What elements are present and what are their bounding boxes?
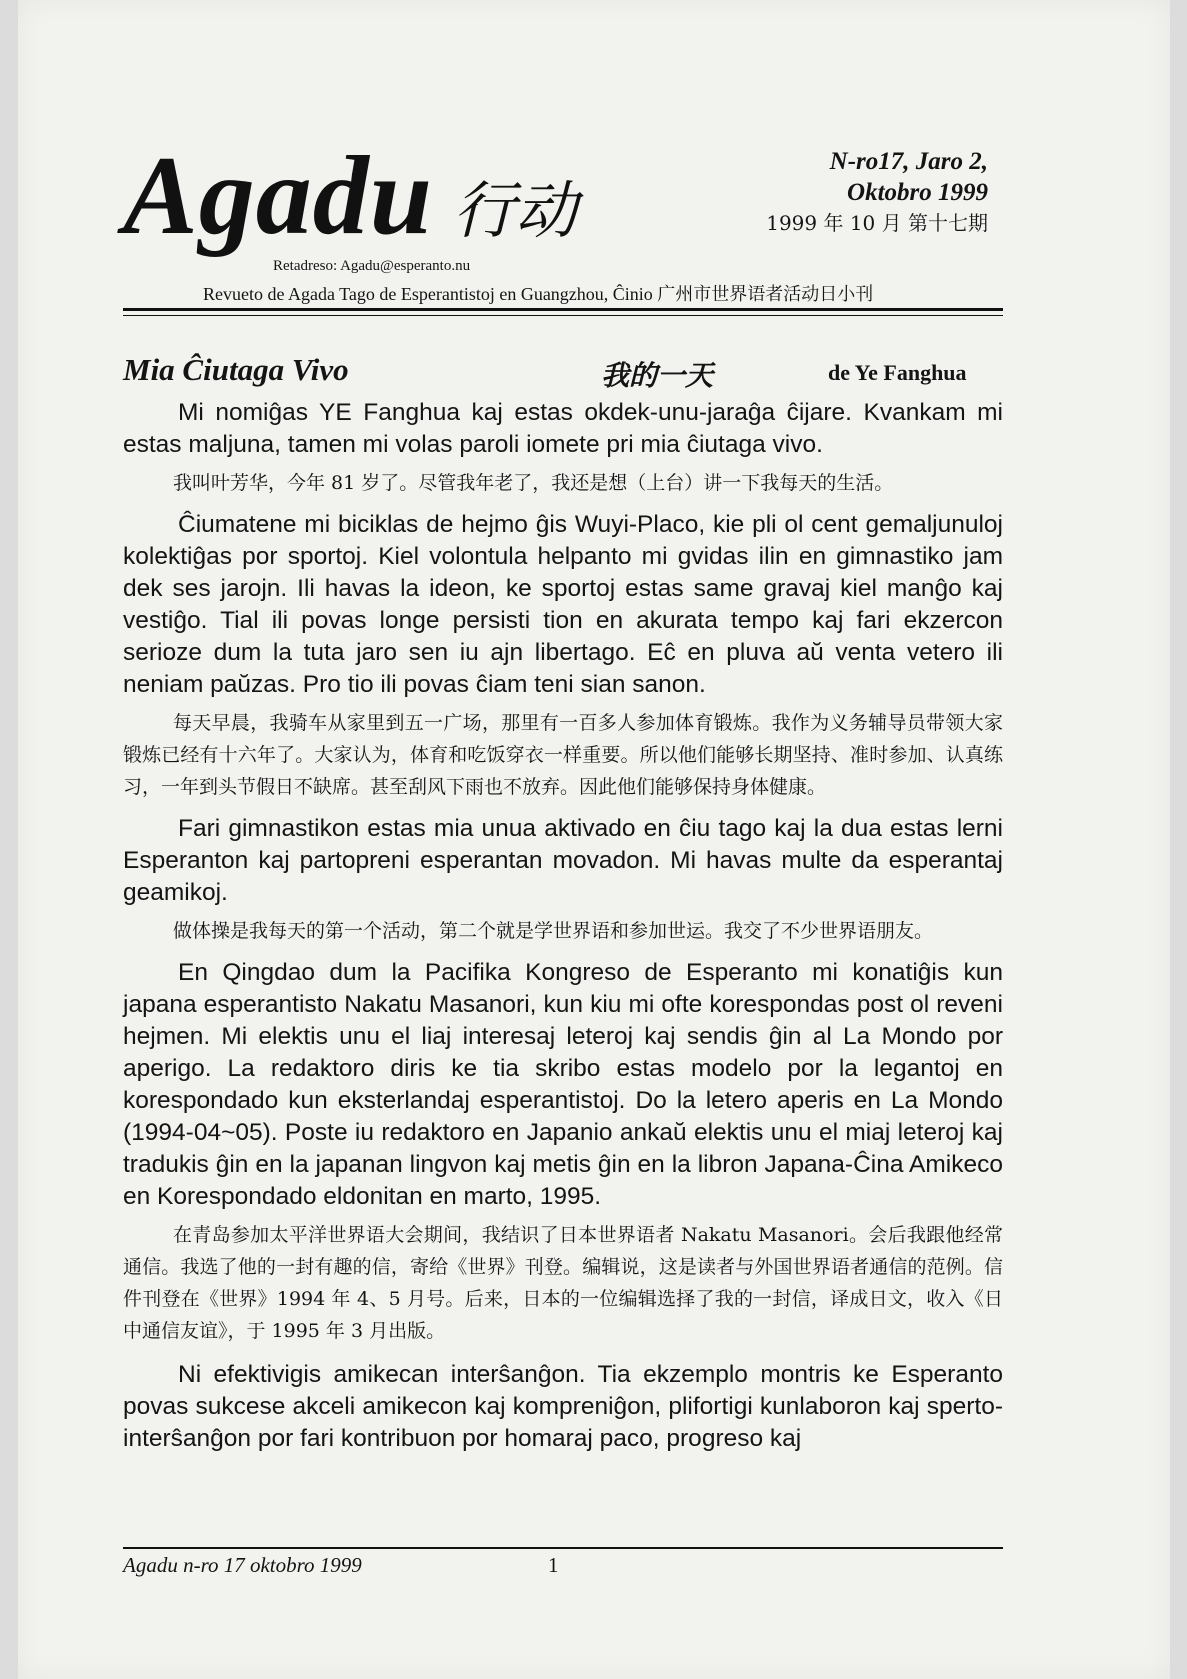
issue-chinese: 1999 年 10 月 第十七期 <box>766 211 988 235</box>
newsletter-subtitle: Revueto de Agada Tago de Esperantistoj en Guangzhou, Ĉinio 广州市世界语者活动日小刊 <box>203 284 874 304</box>
paragraph-chinese: 做体操是我每天的第一个活动，第二个就是学世界语和参加世运。我交了不少世界语朋友。 <box>173 920 934 942</box>
paragraph-esperanto: Ni efektivigis amikecan interŝanĝon. Tia ekzemplo montris ke Esperanto povas sukcese akceli amikecon kaj kompreniĝon, plifortigi kunlaboron kaj sperto-interŝanĝon por fari kontribuon por homaraj paco, progreso kaj <box>123 1361 1003 1452</box>
paragraph-esperanto: En Qingdao dum la Pacifika Kongreso de Esperanto mi konatiĝis kun japana esperantisto Nakatu Masanori, kun kiu mi ofte korespondas post ol reveni hejmen. Mi elektis unu el liaj interesaj leteroj kaj sendis ĝin al La Mondo por aperigo. La redaktoro diris ke tia skribo estas modelo por la legantoj en korespondado kun eksterlandaj esperantistoj. Do la letero aperis en La Mondo (1994-04~05). Poste iu redaktoro en Japanio ankaŭ elektis unu el miaj leteroj kaj tradukis ĝin en la japanan lingvon kaj metis ĝin en la libron Japana-Ĉina Amikeco en Korespondado eldonitan en marto, 1995. <box>123 959 1003 1210</box>
header-rule-thin <box>123 315 1003 316</box>
paragraph-esperanto: Ĉiumatene mi biciklas de hejmo ĝis Wuyi-Placo, kie pli ol cent gemaljunuloj kolektiĝas por sportoj. Kiel volontula helpanto mi gvidas ilin en gimnastiko jam dek ses jarojn. Ili havas la ideon, ke sportoj estas same gravaj kiel manĝo kaj vestiĝo. Tial ili povas longe persisti tion en akurata tempo kaj fari ekzercon serioze dum la tuta jaro sen iu ajn libertago. Eĉ en pluva aŭ venta vetero ili neniam paŭzas. Pro tio ili povas ĉiam teni sian sanon. <box>123 511 1003 698</box>
paragraph-chinese: 我叫叶芳华，今年 81 岁了。尽管我年老了，我还是想（上台）讲一下我每天的生活。 <box>173 472 894 494</box>
newsletter-title-chinese: 行动 <box>453 174 578 247</box>
article-author: de Ye Fanghua <box>828 360 967 385</box>
masthead <box>123 134 1003 340</box>
issue-month: Oktobro 1999 <box>847 179 988 206</box>
issue-info <box>748 146 988 239</box>
page-number: 1 <box>548 1553 559 1577</box>
paragraph-chinese: 在青岛参加太平洋世界语大会期间，我结识了日本世界语者 Nakatu Masanori。会后我跟他经常通信。我选了他的一封有趣的信，寄给《世界》刊登。编辑说，这是读者与外国世界语者通信的范例。信件刊登在《世界》1994 年 4、5 月号。后来，日本的一位编辑选择了我的一封信，译成日文，收入《日中通信友谊》，于 1995 年 3 月出版。 <box>123 1224 1003 1342</box>
newsletter-page <box>18 0 1170 1679</box>
article-title: Mia Ĉiutaga Vivo <box>123 352 349 387</box>
paragraph-esperanto: Mi nomiĝas YE Fanghua kaj estas okdek-unu-jaraĝa ĉijare. Kvankam mi estas maljuna, tamen mi volas paroli iomete pri mia ĉiutaga vivo. <box>123 399 1003 458</box>
footer-issue: Agadu n-ro 17 oktobro 1999 <box>123 1553 362 1577</box>
header-rule <box>123 308 1003 311</box>
paragraph-chinese: 每天早晨，我骑车从家里到五一广场，那里有一百多人参加体育锻炼。我作为义务辅导员带领大家锻炼已经有十六年了。大家认为，体育和吃饭穿衣一样重要。所以他们能够长期坚持、准时参加、认真练习，一年到头节假日不缺席。甚至刮风下雨也不放弃。因此他们能够保持身体健康。 <box>123 712 1003 798</box>
email-address: Retadreso: Agadu@esperanto.nu <box>273 258 471 274</box>
issue-number: N-ro17, Jaro 2, <box>829 148 988 175</box>
article-title-chinese: 我的一天 <box>601 359 714 392</box>
article-body <box>123 397 1003 1461</box>
article-header <box>123 352 1003 396</box>
newsletter-title: Agadu <box>123 134 433 258</box>
paragraph-esperanto: Fari gimnastikon estas mia unua aktivado en ĉiu tago kaj la dua estas lerni Esperanton kaj partopreni esperantan movadon. Mi havas multe da esperantaj geamikoj. <box>123 815 1003 906</box>
footer-rule <box>123 1547 1003 1549</box>
